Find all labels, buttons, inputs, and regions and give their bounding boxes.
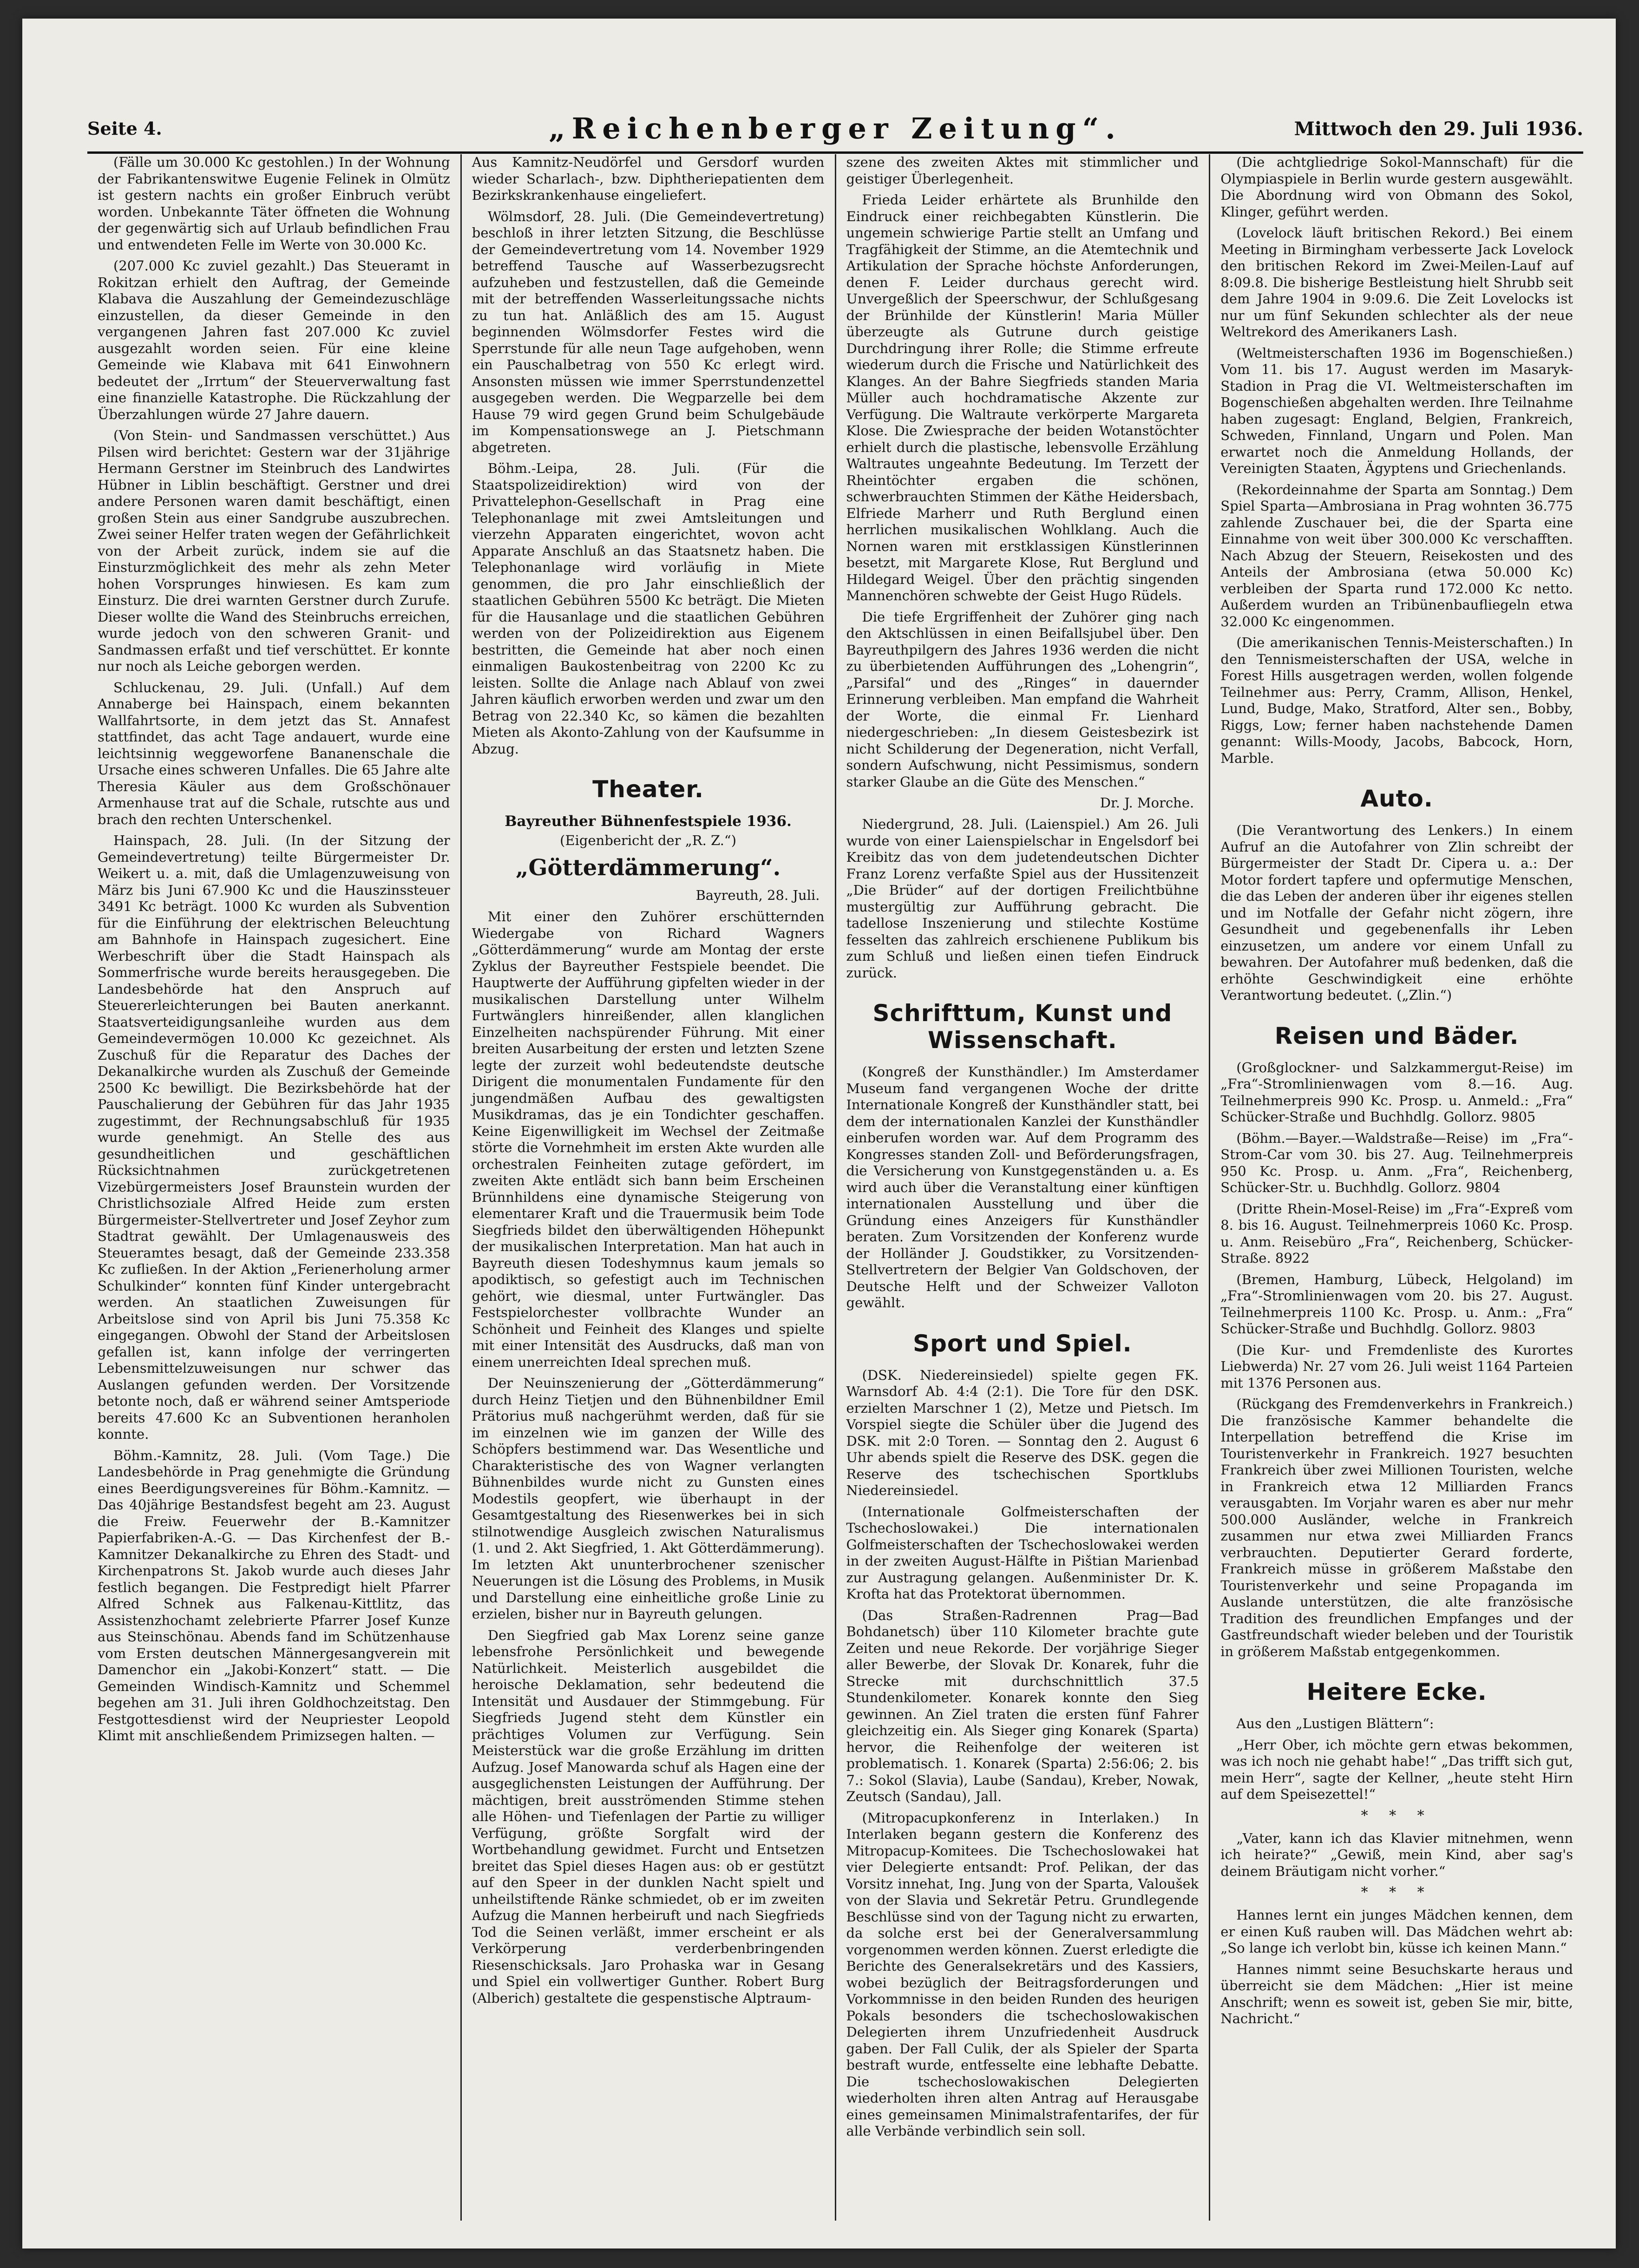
ad-waldstrasse: (Böhm.—Bayer.—Waldstraße—Reise) im „Fra“-Strom-Car vom 30. bis 27. Aug. Teilnehmerpreis 950 Kc. Prosp. u. Anm. „Fra“, Reichenberg, Schücker-Str. u. Buchhdlg. Gollorz. 9804 [1220, 1130, 1573, 1195]
article-lenker: (Die Verantwortung des Lenkers.) In einem Aufruf an die Autofahrer von Zlin schreibt der Bürgermeister der Stadt Dr. Cipera u. a.: Der Motor fordert tapfere und opfermutige Menschen, die das Leben der anderen über ihr eigenes stellen und im Notfalle der Gefahr nicht zögern, ihre Gesundheit und gegebenenfalls ihr Leben einzusetzen, um andere vor einem Unfall zu bewahren. Der Autofahrer muß bedenken, daß die erhöhte Geschwindigkeit eine erhöhte Verantwortung bedeutet. („Zlin.“) [1220, 822, 1573, 1003]
humor-source: Aus den „Lustigen Blättern“: [1236, 1716, 1434, 1731]
article-boehm-kamnitz: Böhm.-Kamnitz, 28. Juli. (Vom Tage.) Die Landesbehörde in Prag genehmigte die Gründung eines Beerdigungsvereines für Böhm.-Kamnitz. — Das 40jährige Bestandsfest begeht am 23. August die Freiw. Feuerwehr der B.-Kamnitzer Papierfabriken-A.-G. — Das Kirchenfest der B.-Kamnitzer Dekanalkirche zu Ehren des Stadt- und Kirchenpatrons St. Jakob wurde auch dieses Jahr festlich begangen. Die Festpredigt hielt Pfarrer Alfred Schnek aus Falkenau-Kittlitz, das Assistenzhochamt zelebrierte Pfarrer Josef Kunze aus Steinschönau. Abends fand im Schützenhause vom Ersten deutschen Männergesangverein mit Damenchor ein „Jakobi-Konzert“ statt. — Die Gemeinden Windisch-Kamnitz und Schemmel begehen am 31. Juli ihren Goldhochzeitstag. Den Festgottesdienst wird der Neupriester Leopold Klimt mit anschließendem Primizsegen halten. — [98, 1447, 450, 1744]
article-theater-p2: Der Neuinszenierung der „Götterdämmerung“ durch Heinz Tietjen und den Bühnenbildner Emil Prätorius muß nachgerühmt werden, daß für sie im einzelnen wie im ganzen der Wille des Schöpfers bestimmend war. Das Wesentliche und Charakteristische des von Wagner verlangten Bühnenbildes wurde nicht zu Gunsten eines Modestils geopfert, wie überhaupt in der Gesamtgestaltung des Riesenwerkes bei in sich stilnotwendige Ausgleich zwischen Naturalismus (1. und 2. Akt Siegfried, 1. Akt Götterdämmerung). Im letzten Akt ununterbrochener szenischer Neuerungen ist die Lösung des Problems, in Musik und Darstellung eine einheitliche große Linie zu erzielen, bisher nur in Bayreuth gelungen. [472, 1375, 825, 1622]
humor-joke-3: Hannes lernt ein junges Mädchen kennen, dem er einen Kuß rauben will. Das Mädchen wehrt ab: „So lange ich verlobt bin, küsse ich keinen Mann.“ [1220, 1907, 1573, 1956]
columns [87, 154, 1583, 2221]
article-zuviel-gezahlt: (207.000 Kc zuviel gezahlt.) Das Steueramt in Rokitzan erhielt den Auftrag, der Gemeinde Klabava die Auszahlung der Gemeindezuschläge einzustellen, da dieser Gemeinde in den vergangenen Jahren fast 207.000 Kc zuviel ausgezahlt worden seien. Für eine kleine Gemeinde wie Klabava mit 641 Einwohnern bedeutet der „Irrtum“ der Steuerverwaltung fast eine finanzielle Katastrophe. Die Rückzahlung der Überzahlungen würde 27 Jahre dauern. [98, 258, 450, 422]
section-heading-theater: Theater. [592, 776, 704, 803]
theater-title: „Götterdämmerung“. [515, 855, 781, 881]
article-woelmsdorf: Wölmsdorf, 28. Juli. (Die Gemeindevertretung) beschloß in ihrer letzten Sitzung, die Beschlüsse der Gemeindevertretung vom 14. November 1929 betreffend Tausche auf Wasserbezugsrecht aufzuheben und festzustellen, daß die Gemeinde mit der betreffenden Wasserleitungssache nichts zu tun hat. Anläßlich des am 15. August beginnenden Wölmsdorfer Festes wird die Sperrstunde für alle neun Tage aufgehoben, wenn ein Pauschalbetrag von 550 Kc erlegt wird. Ansonsten müssen wie immer Sperrstundenzettel ausgegeben werden. Die Wegparzelle bei dem Hause 79 wird gegen Grund beim Schulgebäude im Kompensationswege an J. Pietschmann abgetreten. [472, 208, 825, 455]
theater-dateline: Bayreuth, 28. Juli. [695, 887, 820, 903]
article-sparta: (Rekordeinnahme der Sparta am Sonntag.) Dem Spiel Sparta—Ambrosiana in Prag wohnten 36.775 zahlende Zuschauer bei, die der Sparta eine Einnahme von weit über 300.000 Kc verschafften. Nach Abzug der Steuern, Reisekosten und des Anteils der Ambrosiana (etwa 50.000 Kc) verbleiben der Sparta rund 172.000 Kc netto. Außerdem wurden an Tribünenbaufliegeln etwa 32.000 Kc eingenommen. [1220, 481, 1573, 629]
article-sokol: (Die achtgliedrige Sokol-Mannschaft) für die Olympiaspiele in Berlin wurde gestern ausgewählt. Die Abordnung wird von Obmann des Sokol, Klinger, geführt werden. [1220, 154, 1573, 220]
issue-date: Mittwoch den 29. Juli 1936. [1294, 118, 1583, 140]
article-kunsthaendler: (Kongreß der Kunsthändler.) Im Amsterdamer Museum fand vergangenen Woche der dritte Internationale Kongreß der Kunsthändler statt, bei dem der internationalen Kanzlei der Kunsthändler einberufen worden war. Auf dem Programm des Kongresses standen Zoll- und Beförderungsfragen, die Versicherung von Kunstgegenständen u. a. Es wird auch über die Veranstaltung einer künftigen internationalen Ausstellung und über die Gründung eines Anzeigers für Kunsthändler beraten. Zum Vorsitzenden der Konferenz wurde der Holländer J. Goudstikker, zu Vorsitzenden-Stellvertretern der Belgier Van Goldschoven, der Deutsche Helft und der Schweizer Valloton gewählt. [846, 1064, 1199, 1311]
newspaper-title: „Reichenberger Zeitung“. [549, 111, 1122, 145]
article-fremdenverkehr: (Rückgang des Fremdenverkehrs in Frankreich.) Die französische Kammer behandelte die Interpellation betreffend die Krise im Touristenverkehr in Frankreich. 1927 besuchten Frankreich über zwei Millionen Touristen, welche in Frankreich etwa 12 Milliarden Francs verausgabten. Im Vorjahr waren es aber nur mehr 500.000 Ausländer, welche in Frankreich zusammen nur etwa zwei Milliarden Francs verbrauchten. Deputierter Gerard forderte, Frankreich müsse in größerem Maßstabe den Touristenverkehr und seine Propaganda im Auslande unterstützen, die alte französische Tradition des freundlichen Empfanges und der Gastfreundschaft wieder beleben und der Touristik in größerem Maßstab entgegenkommen. [1220, 1396, 1573, 1659]
article-schluckenau: Schluckenau, 29. Juli. (Unfall.) Auf dem Annaberge bei Hainspach, einem bekannten Wallfahrtsorte, in dem jetzt das St. Annafest stattfindet, das acht Tage andauert, wurde eine leichtsinnig weggeworfene Bananenschale die Ursache eines schweren Unfalles. Die 65 Jahre alte Theresia Käuler aus dem Großschönauer Armenhause trat auf die Schale, rutschte aus und brach den rechten Unterschenkel. [98, 679, 450, 827]
article-theater-p3: Den Siegfried gab Max Lorenz seine ganze lebensfrohe Persönlichkeit und bewegende Natürlichkeit. Meisterlich ausgebildet die heroische Deklamation, sehr bedeutend die Intensität und Ausdauer der Stimmgebung. Für Siegfrieds Jugend steht dem Künstler ein prächtiges Volumen zur Verfügung. Sein Meisterstück war die große Erzählung im dritten Aufzug. Josef Manowarda schuf als Hagen eine der ausgeglichensten Leistungen der Aufführung. Der mächtigen, breit ausströmenden Stimme stehen alle Höhen- und Tiefenlagen der Partie zu williger Verfügung, größte Sorgfalt wird der Wortbehandlung gewidmet. Furcht und Entsetzen breitet das Spiel dieses Hagen aus: ob er gestützt auf den Speer in der dunklen Nacht spielt und unheilstiftende Ränke schmiedet, ob er im zweiten Aufzug die Mannen herbeiruft und nach Siegfrieds Tod die Seinen verläßt, immer erscheint er als Verkörperung verderbenbringenden Riesenschicksals. Jaro Prohaska war in Gesang und Spiel ein vollwertiger Gunther. Robert Burg (Alberich) gestaltete die gespenstische Alptraum- [472, 1627, 825, 2006]
section-heading-sport: Sport und Spiel. [913, 1330, 1132, 1357]
article-tennis: (Die amerikanischen Tennis-Meisterschaften.) In den Tennismeisterschaften der USA, welche in Forest Hills ausgetragen werden, wollen folgende Teilnehmer aus: Perry, Cramm, Allison, Henkel, Lund, Budge, Mako, Stratford, Alter sen., Bobby, Riggs, Low; ferner haben nachstehende Damen genannt: Wills-Moody, Jacobs, Babcock, Horn, Marble. [1220, 635, 1573, 766]
article-theater-p5: Die tiefe Ergriffenheit der Zuhörer ging nach den Aktschlüssen in einen Beifallsjubel über. Den Bayreuthpilgern des Jahres 1936 werden die nicht zu überbietenden Aufführungen des „Lohengrin“, „Parsifal“ und des „Ringes“ in dauernder Erinnerung verbleiben. Man empfand die Wahrheit der Worte, die einmal Fr. Lienhard niedergeschrieben: „In diesem Geistesbezirk ist nicht Schilderung der Degeneration, nicht Verfall, sondern Aufschwung, nicht Pessimismus, sondern starker Glaube an die Güte des Menschen.“ [846, 609, 1199, 790]
humor-joke-1: „Herr Ober, ich möchte gern etwas bekommen, was ich noch nie gehabt habe!“ „Das trifft sich gut, mein Herr“, sagte der Kellner, „heute steht Hirn auf dem Speisezettel!“ [1220, 1737, 1573, 1802]
ad-rhein-mosel: (Dritte Rhein-Mosel-Reise) im „Fra“-Expreß vom 8. bis 16. August. Teilnehmerpreis 1060 Kc. Prosp. u. Anm. Reisebüro „Fra“, Reichenberg, Schücker-Straße. 8922 [1220, 1200, 1573, 1266]
humor-joke-2: „Vater, kann ich das Klavier mitnehmen, wenn ich heirate?“ „Gewiß, mein Kind, aber sag's deinem Bräutigam nicht vorher.“ [1220, 1830, 1573, 1879]
header-rule [87, 151, 1583, 154]
separator-stars-2: * * * [1361, 1884, 1433, 1901]
theater-byline: (Eigenbericht der „R. Z.“) [560, 832, 737, 848]
article-theater-cont: szene des zweiten Aktes mit stimmlicher und geistiger Überlegenheit. [846, 154, 1199, 187]
section-heading-auto: Auto. [1360, 785, 1433, 812]
article-verschuettet: (Von Stein- und Sandmassen verschüttet.) Aus Pilsen wird berichtet: Gestern war der 31jährige Hermann Gerstner im Steinbruch des Landwirtes Hübner in Liblin beschäftigt. Gerstner und drei andere Personen waren damit beschäftigt, einen großen Stein aus einer Sandgrube auszubrechen. Zwei seiner Helfer traten wegen der Gefährlichkeit von der Arbeit zurück, indem sie auf die Einsturzmöglichkeit des mehr als zehn Meter hohen Vorsprunges hinwiesen. Es kam zum Einsturz. Die drei warnten Gerstner durch Zurufe. Dieser wollte die Wand des Steinbruchs erreichen, wurde jedoch von den schweren Granit- und Sandmassen erfaßt und tief verschüttet. Er konnte nur noch als Leiche geborgen werden. [98, 427, 450, 674]
page-number: Seite 4. [87, 118, 162, 139]
column-4 [1210, 154, 1583, 2221]
article-boehm-leipa: Böhm.-Leipa, 28. Juli. (Für die Staatspolizeidirektion) wird von der Privattelephon-Gesellschaft in Prag eine Telephonanlage mit zwei Amtsleitungen und vierzehn Apparaten eingerichtet, wovon acht Apparate Anschluß an das Staatsnetz haben. Die Telephonanlage wird vorläufig in Miete genommen, die pro Jahr einschließlich der staatlichen Gebühren 5500 Kc beträgt. Die Mieten für die Hausanlage und die staatlichen Gebühren werden von der Polizeidirektion aus Eigenem bestritten, die Gemeinde hat aber noch einen einmaligen Baukostenbeitrag von 2200 Kc zu leisten. Sollte die Anlage nach Ablauf von zwei Jahren käuflich erworben werden und zwar um den Betrag von 22.340 Kc, so kämen die bezahlten Mieten als Akonto-Zahlung von der Kaufsumme in Abzug. [472, 460, 825, 757]
section-heading-kunst: Schrifttum, Kunst und Wissenschaft. [872, 1000, 1173, 1054]
humor-joke-3-cont: Hannes nimmt seine Besuchskarte heraus und überreicht sie dem Mädchen: „Hier ist meine Anschrift; wenn es soweit ist, geben Sie mir, bitte, Nachricht.“ [1220, 1961, 1573, 2026]
article-mitropacup: (Mitropacupkonferenz in Interlaken.) In Interlaken begann gestern die Konferenz des Mitropacup-Komitees. Die Tschechoslowakei hat vier Delegierte entsandt: Prof. Pelikan, der das Vorsitz innehat, Ing. Jung von der Sparta, Valoušek von der Slavia und Sekretär Petru. Grundlegende Beschlüsse sind von der Tagung nicht zu erwarten, da solche erst bei der Generalversammlung vorgenommen werden können. Zuerst erledigte die Berichte des Generalsekretärs und des Kassiers, wobei bezüglich der Beitragsforderungen und Vorkommnisse in den beiden Runden des heurigen Pokals besonders die tschechoslowakischen Delegierten ihrem Unzufriedenheit Ausdruck gaben. Der Fall Culik, der als Spieler der Sparta bestraft wurde, entfesselte eine lebhafte Debatte. Die tschechoslowakischen Delegierten wiederholten ihren alten Antrag auf Herausgabe eines gemeinsamen Minimalstrafentarifes, der für alle Verbände verbindlich sein soll. [846, 1809, 1199, 2139]
article-felle: (Fälle um 30.000 Kc gestohlen.) In der Wohnung der Fabrikantenswitwe Eugenie Felinek in Olmütz ist gestern nachts ein großer Einbruch verübt worden. Unbekannte Täter öffneten die Wohnung der gegenwärtig sich auf Urlaub befindlichen Frau und entwendeten Felle im Werte von 30.000 Kc. [98, 154, 450, 253]
article-dsk: (DSK. Niedereinsiedel) spielte gegen FK. Warnsdorf Ab. 4:4 (2:1). Die Tore für den DSK. erzielten Marschner 1 (2), Metze und Pietsch. Im Vorspiel siegte die Schüler über die Jugend des DSK. mit 2:0 Toren. — Sonntag den 2. August 6 Uhr abends spielt die Reserve des DSK. gegen die Reserve des tschechischen Sportklubs Niedereinsiedel. [846, 1367, 1199, 1498]
section-heading-heiter: Heitere Ecke. [1306, 1678, 1487, 1705]
ad-grossglockner: (Großglockner- und Salzkammergut-Reise) im „Fra“-Stromlinienwagen vom 8.—16. Aug. Teilnehmerpreis 990 Kc. Prosp. u. Anmeld.: „Fra“ Schücker-Straße und Buchhdlg. Gollorz. 9805 [1220, 1059, 1573, 1125]
article-kamnitz-cont: Aus Kamnitz-Neudörfel und Gersdorf wurden wieder Scharlach-, bzw. Diphtheriepatienten dem Bezirkskrankenhause eingeliefert. [472, 154, 825, 203]
column-1 [87, 154, 462, 2221]
newspaper-page [22, 19, 1616, 2248]
article-hainspach: Hainspach, 28. Juli. (In der Sitzung der Gemeindevertretung) teilte Bürgermeister Dr. Weikert u. a. mit, daß die Umlagenzuweisung von März bis Juni 67.900 Kc und die Hauszinssteuer 3491 Kc beträgt. 1000 Kc wurden als Subvention für die Einführung der elektrischen Beleuchtung am Bahnhofe in Hainspach zugesichert. Eine Werbeschrift über die Stadt Hainspach als Sommerfrische wurde bereits herausgegeben. Die Landesbehörde hat den Anspruch auf Steuererleichterungen bei Bauten anerkannt. Staatsverteidigungsanleihe wurden aus dem Gemeindevermögen 10.000 Kc gezeichnet. Als Zuschuß für die Reparatur des Daches der Dekanalkirche wurden als Zuschuß der Gemeinde 2500 Kc bewilligt. Die Bezirksbehörde hat der Pauschalierung der Gebühren für das Jahr 1935 zugestimmt, der Rechnungsabschluß für 1935 wurde genehmigt. An Stelle des aus gesundheitlichen und geschäftlichen Rücksichtnahmen zurückgetretenen Vizebürgermeisters Josef Braunstein wurden der Christlichsoziale Alfred Heide zum ersten Bürgermeister-Stellvertreter und Josef Zeyhor zum Stadtrat gewählt. Der Umlagenausweis des Steueramtes besagt, daß der Gemeinde 233.358 Kc zufließen. In der Aktion „Ferienerholung armer Schulkinder“ konnten fünf Kinder untergebracht werden. An staatlichen Zuweisungen für Arbeitslose sind von April bis Juni 75.358 Kc eingegangen. Obwohl der Stand der Arbeitslosen gefallen ist, kann infolge der verringerten Lebensmittelzuweisungen nur schwer das Auslangen gefunden werden. Der Vorsitzende betonte noch, daß er während seiner Amtsperiode bereits 47.600 Kc an Subventionen heranholen konnte. [98, 832, 450, 1442]
article-theater-p1: Mit einer den Zuhörer erschütternden Wiedergabe von Richard Wagners „Götterdämmerung“ wurde am Montag der erste Zyklus der Bayreuther Festspiele beendet. Die Hauptwerte der Aufführung gipfelten wieder in der musikalischen Darstellung unter Wilhelm Furtwänglers hinreißender, allen klanglichen Einzelheiten nachspürender Führung. Mit einer breiten Ausarbeitung der ersten und letzten Szene legte der zurzeit wohl bedeutendste deutsche Dirigent die monumentalen Fundamente für den jungendmäßen Aufbau des gewaltigsten Musikdramas, das je ein Tondichter geschaffen. Keine Eigenwilligkeit im Wechsel der Zeitmaße störte die Vornehmheit im ersten Akte wurden alle orchestralen Feinheiten zutage gefördert, im zweiten Akte entlädt sich bann beim Erscheinen Brünnhildens eine dynamische Steigerung von elementarer Kraft und die Trauermusik beim Tode Siegfrieds bildet den überwältigenden Höhepunkt der musikalischen Interpretation. Man hat auch in Bayreuth diesen Todeshymnus kaum jemals so apodiktisch, so gefestigt auch im Technischen gehört, wie diesmal, unter Furtwängler. Das Festspielorchester vollbrachte Wunder an Schönheit und Feinheit des Klanges und spielte mit einer Intensität des Ausdrucks, daß man von einem unerreichten Ideal sprechen muß. [472, 909, 825, 1370]
article-lovelock: (Lovelock läuft britischen Rekord.) Bei einem Meeting in Birmingham verbesserte Jack Lovelock den britischen Rekord im Zwei-Meilen-Lauf auf 8:09.8. Die bisherige Bestleistung hielt Shrubb seit dem Jahre 1904 in 9:09.6. Die Zeit Lovelocks ist nur um fünf Sekunden schlechter als der neue Weltrekord des Amerikaners Lash. [1220, 225, 1573, 340]
article-liebwerda: (Die Kur- und Fremdenliste des Kurortes Liebwerda) Nr. 27 vom 26. Juli weist 1164 Parteien mit 1376 Personen aus. [1220, 1342, 1573, 1391]
article-niedergrund: Niedergrund, 28. Juli. (Laienspiel.) Am 26. Juli wurde von einer Laienspielschar in Engelsdorf bei Kreibitz das von dem judetendeutschen Dichter Franz Lorenz verfaßte Spiel aus der Hussitenzeit „Die Brüder“ auf der dortigen Freilichtbühne mustergültig zur Aufführung gebracht. Die tadellose Inszenierung und stilechte Kostüme fesselten das zahlreich erschienene Publikum bis zum Schluß und ließen einen tiefen Eindruck zurück. [846, 816, 1199, 981]
article-radrennen: (Das Straßen-Radrennen Prag—Bad Bohdanetsch) über 110 Kilometer brachte gute Zeiten und neue Rekorde. Der vorjährige Sieger aller Bewerbe, der Slovak Dr. Konarek, fuhr die Strecke mit durchschnittlich 37.5 Stundenkilometer. Konarek konnte den Sieg gewinnen. An Ziel traten die ersten fünf Fahrer gleichzeitig ein. Als Sieger ging Konarek (Sparta) hervor, die Reihenfolge der weiteren ist problematisch. 1. Konarek (Sparta) 2:56:06; 2. bis 7.: Sokol (Slavia), Laube (Sandau), Kreber, Nowak, Zeutsch (Sandau), Jall. [846, 1607, 1199, 1804]
theater-subheading: Bayreuther Bühnenfestspiele 1936. [505, 813, 792, 830]
article-golf: (Internationale Golfmeisterschaften der Tschechoslowakei.) Die internationalen Golfmeisterschaften der Tschechoslowakei werden in der zweiten August-Hälfte in Pištian Marienbad zur Austragung gelangen. Außenminister Dr. K. Krofta hat das Protektorat übernommen. [846, 1503, 1199, 1602]
column-2 [462, 154, 836, 2221]
section-heading-reisen: Reisen und Bäder. [1274, 1022, 1519, 1049]
page-header [87, 111, 1583, 149]
ad-bremen: (Bremen, Hamburg, Lübeck, Helgoland) im „Fra“-Stromlinienwagen vom 20. bis 27. August. Teilnehmerpreis 1100 Kc. Prosp. u. Anm.: „Fra“ Schücker-Straße und Buchhdlg. Gollorz. 9803 [1220, 1271, 1573, 1337]
article-theater-p4: Frieda Leider erhärtete als Brunhilde den Eindruck einer reichbegabten Künstlerin. Die ungemein schwierige Partie stellt an Umfang und Tragfähigkeit der Stimme, an die Atemtechnik und Artikulation der Sprache höchste Anforderungen, denen F. Leider durchaus gerecht wird. Unvergeßlich der Speerschwur, der Schlußgesang der Brünhilde der Künstlerin! Maria Müller überzeugte als Gutrune durch geistige Durchdringung ihrer Rolle; die Stimme erfreute wiederum durch die Frische und Natürlichkeit des Klanges. An der Bahre Siegfrieds standen Maria Müller auch hochdramatische Akzente zur Verfügung. Die Waltraute verkörperte Margareta Klose. Die Zwiesprache der beiden Wotanstöchter erhielt durch die plastische, lebensvolle Erzählung Waltrautes ungeahnte Bedeutung. Im Terzett der Rheintöchter ergaben die schönen, schwerbrauchten Stimmen der Käthe Heidersbach, Elfriede Marherr und Ruth Berglund einen herrlichen musikalischen Wohlklang. Auch die Nornen waren mit erstklassigen Künstlerinnen besetzt, mit Margarete Klose, Rut Berglund und Hildegard Weigel. Über den prächtig singenden Mannenchören schwebte der Geist Hugo Rüdels. [846, 192, 1199, 603]
theater-signature: Dr. J. Morche. [1100, 795, 1194, 811]
article-bogenschiessen: (Weltmeisterschaften 1936 im Bogenschießen.) Vom 11. bis 17. August werden im Masaryk-Stadion in Prag die VI. Weltmeisterschaften im Bogenschießen abgehalten werden. Ihre Teilnahme haben zugesagt: England, Belgien, Frankreich, Schweden, Finnland, Ungarn und Polen. Man erwartet noch die Anmeldung Hollands, der Vereinigten Staaten, Ägyptens und Griechenlands. [1220, 345, 1573, 476]
column-3 [836, 154, 1211, 2221]
separator-stars: * * * [1361, 1807, 1433, 1824]
